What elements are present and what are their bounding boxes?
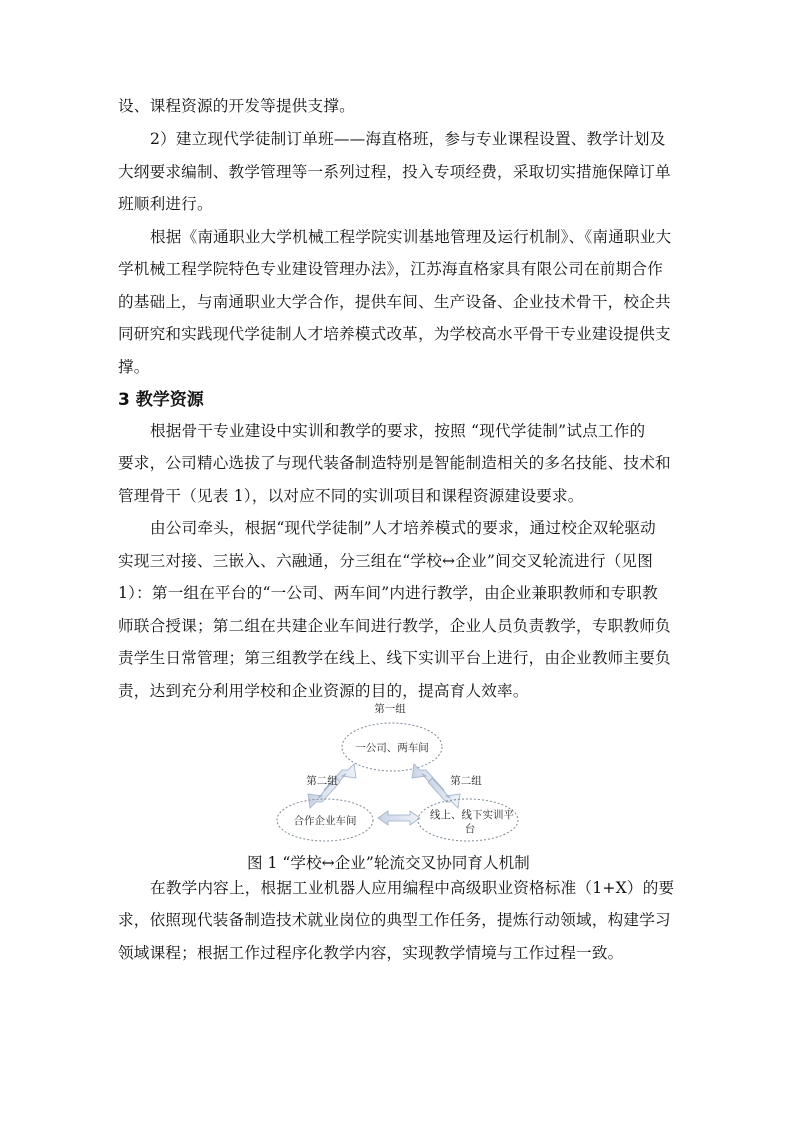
right-node-label-line2: 台 xyxy=(464,823,476,835)
paragraph-line: 设、课程资源的开发等提供支撑。 xyxy=(118,97,355,115)
right-node-label-line1: 线上、线下实训平 xyxy=(430,809,514,821)
paragraph-line: 要求，公司精心选拔了与现代装备制造特别是智能制造相关的多名技能、技术和 xyxy=(118,454,671,472)
figure-caption: 图 1 “学校↔企业”轮流交叉协同育人机制 xyxy=(247,854,530,872)
paragraph-line: 班顺利进行。 xyxy=(118,195,213,213)
paragraph-line: 师联合授课；第二组在共建企业车间进行教学，企业人员负责教学，专职教师负 xyxy=(118,617,671,635)
top-group-label: 第一组 xyxy=(374,703,406,715)
section-heading: 3 教学资源 xyxy=(118,390,204,410)
paragraph-line: 1）：第一组在平台的“一公司、两车间”内进行教学，由企业兼职教师和专职教 xyxy=(118,584,658,602)
paragraph-line: 2）建立现代学徒制订单班——海直格班，参与专业课程设置、教学计划及 xyxy=(150,130,666,148)
paragraph-line: 大纲要求编制、教学管理等一系列过程，投入专项经费，采取切实措施保障订单 xyxy=(118,163,671,181)
left-node-label: 合作企业车间 xyxy=(293,815,357,827)
paragraph-line: 同研究和实践现代学徒制人才培养模式改革，为学校高水平骨干专业建设提供支 xyxy=(118,325,671,343)
paragraph-line: 学机械工程学院特色专业建设管理办法》，江苏海直格家具有限公司在前期合作 xyxy=(118,260,663,278)
paragraph-line: 在教学内容上，根据工业机器人应用编程中高级职业资格标准（1+X）的要 xyxy=(150,879,675,897)
paragraph-line: 领域课程；根据工作过程序化教学内容，实现教学情境与工作过程一致。 xyxy=(118,944,624,962)
paragraph-line: 求，依照现代装备制造技术就业岗位的典型工作任务，提炼行动领域，构建学习 xyxy=(118,911,671,929)
paragraph-line: 根据骨干专业建设中实训和教学的要求，按照 “现代学徒制”试点工作的 xyxy=(150,422,646,440)
paragraph-line: 由公司牵头，根据“现代学徒制”人才培养模式的要求，通过校企双轮驱动 xyxy=(150,519,656,537)
paragraph-line: 根据《南通职业大学机械工程学院实训基地管理及运行机制》、《南通职业大 xyxy=(150,228,672,246)
rotation-diagram xyxy=(270,698,530,843)
paragraph-line: 撑。 xyxy=(118,358,150,376)
left-group-label: 第二组 xyxy=(306,775,338,787)
top-node-label: 一公司、两车间 xyxy=(355,742,429,754)
paragraph-line: 的基础上，与南通职业大学合作，提供车间、生产设备、企业技术骨干，校企共 xyxy=(118,293,671,311)
paragraph-line: 实现三对接、三嵌入、六融通，分三组在“学校↔企业”间交叉轮流进行（见图 xyxy=(118,552,654,570)
paragraph-line: 责，达到充分利用学校和企业资源的目的，提高育人效率。 xyxy=(118,682,529,700)
right-group-label: 第二组 xyxy=(450,775,482,787)
paragraph-line: 管理骨干（见表 1），以对应不同的实训项目和课程资源建设要求。 xyxy=(118,487,584,505)
bottom-double-arrow xyxy=(378,811,420,825)
paragraph-line: 责学生日常管理；第三组教学在线上、线下实训平台上进行，由企业教师主要负 xyxy=(118,649,671,667)
